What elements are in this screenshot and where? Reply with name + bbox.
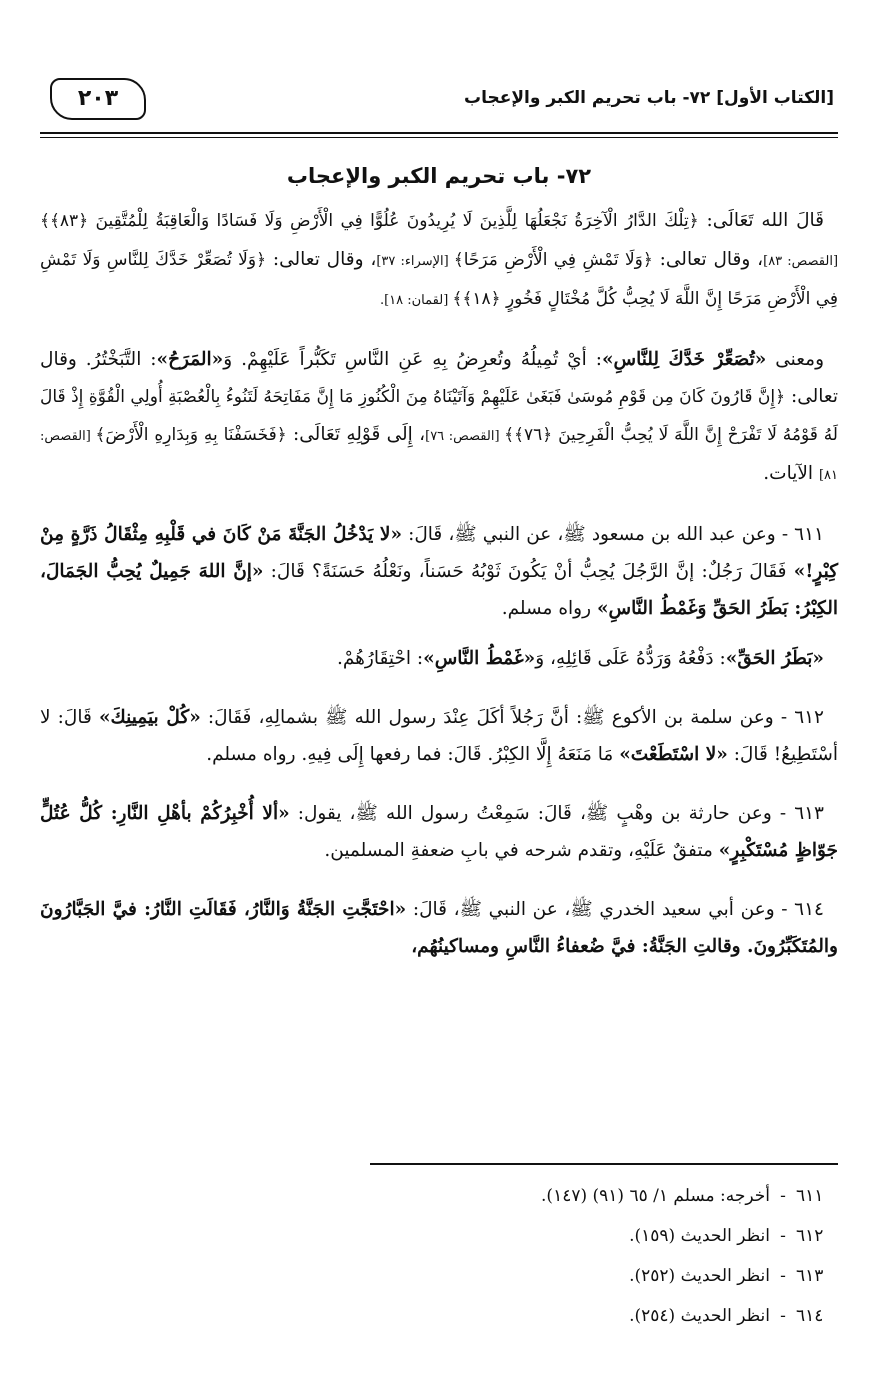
quran-verse: ﴿وَلَا تُصَعِّرْ خَدَّكَ لِلنَّاسِ وَلَا تَمْشِ فِي الْأَرْضِ مَرَحًا إِنَّ اللَّهَ لَا يُحِبُّ كُلَّ مُخْتَالٍ فَخُورٍ ﴿١٨﴾﴾ <box>40 250 838 309</box>
footnote-dash: - <box>780 1266 786 1286</box>
text-run: قَالَ الله تَعَالَى: <box>698 210 824 231</box>
text-run: ومعنى <box>766 349 825 370</box>
text-run: : أيْ تُمِيلُهُ وتُعرِضُ بِهِ عَنِ النَّاسِ تَكَبُّراً عَلَيْهِمْ. وَ <box>223 349 602 370</box>
text-run: : دَفْعُهُ وَرَدُّهُ عَلَى قَائِلِهِ، وَ <box>535 648 726 669</box>
header-rule <box>40 132 838 138</box>
hadith-611 <box>40 516 838 627</box>
hadith-612 <box>40 699 838 773</box>
defined-term: «بَطَرُ الحَقِّ» <box>725 648 824 669</box>
footnote-number: ٦١٤ <box>796 1306 824 1326</box>
hadith-quote: «لا اسْتَطَعْتَ» <box>619 744 728 765</box>
running-title: [الكتاب الأول] ٧٢- باب تحريم الكبر والإعجاب <box>464 88 834 108</box>
footnote <box>40 1176 838 1216</box>
hadith-quote: «إنَّ اللهَ جَمِيلٌ يُحِبُّ الجَمَالَ، الكِبْرُ: بَطَرُ الحَقِّ وَغَمْطُ النَّاسِ» <box>40 561 838 619</box>
quran-verse: ﴿فَخَسَفْنَا بِهِ وَبِدَارِهِ الْأَرْضَ﴾ <box>95 425 287 445</box>
footnote-rule <box>370 1163 838 1165</box>
footnote <box>40 1296 838 1336</box>
text-run: فَقَالَ رَجُلٌ: إنَّ الرَّجُلَ يُحِبُّ أنْ يَكُونَ ثَوْبُهُ حَسَناً، ونَعْلُهُ حَسَنَةً؟ قَالَ: <box>263 561 794 582</box>
running-header <box>40 74 838 124</box>
defined-term: «المَرَحُ» <box>156 349 224 370</box>
text-run: قَالَ: لا أسْتَطِيعُ! قَالَ: <box>40 707 838 765</box>
text-run: ٦١١ - وعن عبد الله بن مسعود ﷺ، عن النبي ﷺ، قَالَ: <box>402 524 824 545</box>
footnote-dash: - <box>780 1306 786 1326</box>
text-run: مَا مَنَعَهُ إِلَّا الكِبْرُ. قَالَ: فما رفعها إِلَى فِيهِ. رواه مسلم. <box>206 744 620 765</box>
footnote-text: انظر الحديث (٢٥٤). <box>629 1306 770 1326</box>
verse-reference: [القصص: ٨١] <box>40 429 838 483</box>
footnote-text: انظر الحديث (١٥٩). <box>629 1226 770 1246</box>
text-run: الآيات. <box>763 463 819 484</box>
text-run: ٦١٤ - وعن أبي سعيد الخدري ﷺ، عن النبي ﷺ، قَالَ: <box>406 899 824 920</box>
footnotes <box>40 1176 838 1336</box>
verse-reference: [لقمان: ١٨]. <box>379 293 453 308</box>
text-run: رواه مسلم. <box>501 598 597 619</box>
hadith-614 <box>40 891 838 965</box>
text-run: ٦١٣ - وعن حارثة بن وهْبٍ ﷺ، قَالَ: سَمِعْتُ رسول الله ﷺ، يقول: <box>289 803 824 824</box>
hadith-quote: «لا يَدْخُلُ الجَنَّةَ مَنْ كَانَ في قَلْبِهِ مِثْقَالُ ذَرَّةٍ مِنْ كِبْرٍ!» <box>40 524 838 582</box>
text-run: متفقٌ عَلَيْهِ، وتقدم شرحه في بابِ ضعفةِ المسلمين. <box>324 840 719 861</box>
verse-reference: [القصص: ٨٣] <box>763 254 839 269</box>
footnote-number: ٦١١ <box>796 1186 824 1206</box>
footnote-text: انظر الحديث (٢٥٢). <box>629 1266 770 1286</box>
chapter-title: ٧٢- باب تحريم الكبر والإعجاب <box>286 164 592 188</box>
text-run: : التَّبَخْتُرُ. وقال تعالى: <box>40 349 838 407</box>
footnote <box>40 1256 838 1296</box>
page-number: ٢٠٣ <box>50 78 146 120</box>
text-run: ، إِلَى قَوْلِهِ تَعَالَى: <box>286 424 426 445</box>
defined-term: «تُصَعِّرْ خَدَّكَ لِلنَّاسِ» <box>601 349 767 370</box>
quran-verse: ﴿تِلْكَ الدَّارُ الْآخِرَةُ نَجْعَلُهَا لِلَّذِينَ لَا يُرِيدُونَ عُلُوًّا فِي الْأَرْضِ وَلَا فَسَادًا وَالْعَاقِبَةُ لِلْمُتَّقِينَ ﴿٨٣﴾﴾ <box>40 211 699 231</box>
intro-verses <box>40 202 838 319</box>
text-run: ٦١٢ - وعن سلمة بن الأكوع ﷺ: أنَّ رَجُلاً أكَلَ عِنْدَ رسول الله ﷺ بشمالِهِ، فَقَالَ: <box>200 707 824 728</box>
quran-verse: ﴿وَلَا تَمْشِ فِي الْأَرْضِ مَرَحًا﴾ <box>453 250 653 270</box>
main-text <box>40 202 838 978</box>
footnote-dash: - <box>780 1226 786 1246</box>
footnote <box>40 1216 838 1256</box>
hadith-611-explanation <box>40 640 838 677</box>
hadith-quote: «كُلْ بيَمِينِكَ» <box>98 707 201 728</box>
text-run: ، وقال تعالى: <box>266 249 377 270</box>
hadith-quote: «احْتَجَّتِ الجَنَّةُ وَالنَّارُ، فَقَالَتِ النَّارُ: فيَّ الجَبَّارُونَ والمُتَكَبِّرُونَ. وقالتِ الجَنَّةُ: فيَّ ضُعفاءُ النَّاسِ ومساكينُهُم، <box>40 899 838 957</box>
book-page <box>40 60 838 1360</box>
footnote-number: ٦١٢ <box>796 1226 824 1246</box>
defined-term: «غَمْطُ النَّاسِ» <box>423 648 536 669</box>
quran-verse: ﴿إِنَّ قَارُونَ كَانَ مِن قَوْمِ مُوسَىٰ فَبَغَىٰ عَلَيْهِمْ وَآتَيْنَاهُ مِنَ الْكُنُوزِ مَا إِنَّ مَفَاتِحَهُ لَتَنُوءُ بِالْعُصْبَةِ أُولِي الْقُوَّةِ إِذْ قَالَ لَهُ قَوْمُهُ لَا تَفْرَحْ إِنَّ اللَّهَ لَا يُحِبُّ الْفَرِحِينَ ﴿٧٦﴾﴾ <box>40 387 838 445</box>
verse-reference: [الإسراء: ٣٧] <box>376 254 454 269</box>
verse-reference: [القصص: ٧٦] <box>425 429 505 444</box>
text-run: : احْتِقَارُهُمْ. <box>336 648 424 669</box>
text-run: ، وقال تعالى: <box>652 249 764 270</box>
footnote-text: أخرجه: مسلم ١/ ٦٥ (٩١) (١٤٧). <box>541 1186 770 1206</box>
intro-explanation <box>40 341 838 494</box>
footnote-number: ٦١٣ <box>796 1266 824 1286</box>
hadith-quote: «ألا أُخْبِرُكُمْ بأهْلِ النَّارِ: كُلُّ عُتُلٍّ جَوّاظٍ مُسْتَكْبِرٍ» <box>40 803 838 861</box>
footnote-dash: - <box>780 1186 786 1206</box>
hadith-613 <box>40 795 838 869</box>
